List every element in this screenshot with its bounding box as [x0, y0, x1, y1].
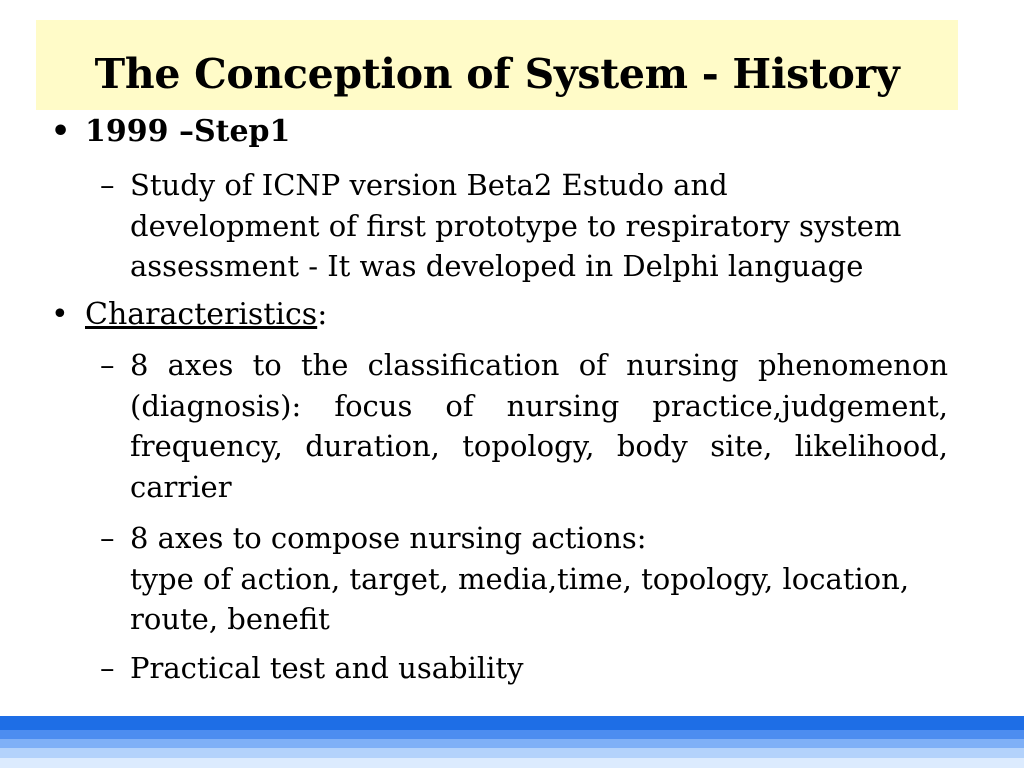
slide-title: The Conception of System - History [94, 50, 900, 98]
characteristics-heading: Characteristics [85, 297, 318, 332]
text-line: carrier [130, 469, 232, 504]
footer-stripe [0, 730, 1024, 739]
footer-stripe [0, 748, 1024, 758]
footer-stripes [0, 716, 1024, 768]
text-line: development of first prototype to respiratory system [130, 208, 902, 243]
subitem-text [130, 518, 948, 640]
text-line: type of action, target, media,time, topology, location, [130, 561, 910, 596]
text-line: Practical test and usability [130, 651, 524, 685]
dash-marker: – [100, 348, 115, 382]
bullet-text [85, 295, 327, 335]
footer-stripe [0, 716, 1024, 730]
heading-colon: : [317, 297, 328, 332]
text-line: (diagnosis): focus of nursing practice,judgement, [130, 388, 948, 423]
footer-stripe [0, 758, 1024, 768]
text-line: 8 axes to the classification of nursing phenomenon [130, 348, 948, 382]
dash-marker: – [100, 168, 115, 202]
bullet-marker: • [51, 297, 69, 332]
bullet-text: 1999 –Step1 [85, 114, 291, 149]
dash-marker: – [100, 651, 115, 685]
text-line: frequency, duration, topology, body site, likelihood, [130, 429, 948, 463]
text-line: Study of ICNP version Beta2 Estudo and [130, 168, 728, 202]
bullet-marker: • [51, 114, 71, 149]
subitem-text [130, 648, 948, 689]
dash-marker: – [100, 521, 115, 555]
subitem-text [130, 345, 948, 507]
text-line: assessment - It was developed in Delphi language [130, 249, 864, 283]
text-line: route, benefit [130, 602, 330, 636]
subitem-text [130, 165, 948, 287]
footer-stripe [0, 739, 1024, 748]
text-line: 8 axes to compose nursing actions: [130, 521, 647, 555]
